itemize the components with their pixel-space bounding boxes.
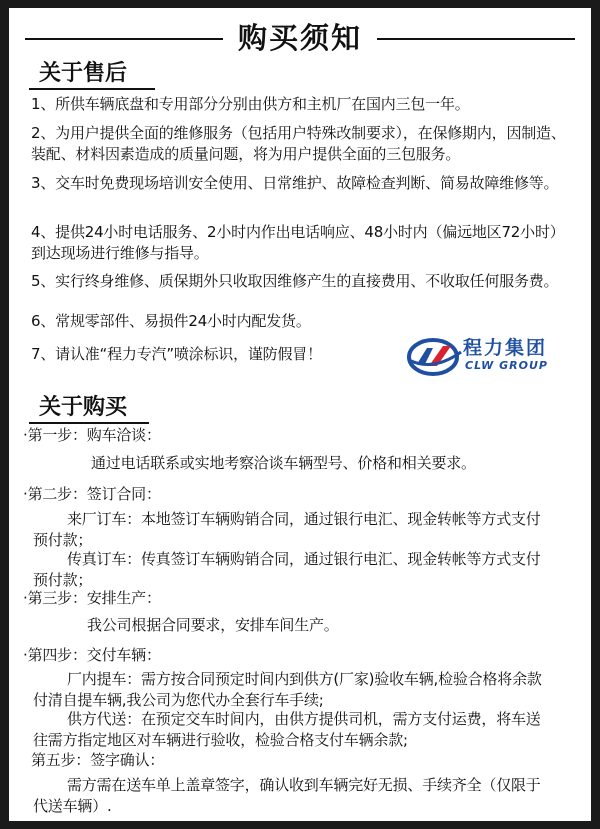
- after-sales-item-5: 5、实行终身维修、质保期外只收取因维修产生的直接费用、不收取任何服务费。: [31, 272, 559, 290]
- after-sales-underline: [29, 88, 155, 90]
- step2-title: ·第二步：签订合同：: [23, 485, 161, 503]
- step4-title: ·第四步：交付车辆：: [23, 646, 161, 664]
- after-sales-item-2: 2、为用户提供全面的维修服务（包括用户特殊改制要求），在保修期内，因制造、装配、材料因素造成的质量问题，将为用户提供全面的三包服务。: [31, 124, 566, 163]
- after-sales-item-6: 6、常规零部件、易损件24小时内配发货。: [31, 312, 311, 330]
- clw-group-logo: [407, 336, 573, 378]
- after-sales-heading: 关于售后: [39, 61, 128, 86]
- step5-text: 需方需在送车单上盖章签字，确认收到车辆完好无损、手续齐全（仅限于代送车辆）.: [33, 776, 541, 815]
- page-title: 购买须知: [237, 21, 362, 55]
- purchase-underline: [29, 422, 149, 424]
- after-sales-item-3: 3、交车时免费现场培训安全使用、日常维护、故障检查判断、简易故障维修等。: [31, 174, 559, 192]
- after-sales-item-1: 1、所供车辆底盘和专用部分分别由供方和主机厂在国内三包一年。: [31, 95, 470, 113]
- after-sales-item-4: 4、提供24小时电话服务、2小时内作出电话响应、48小时内（偏远地区72小时）到达现场进行维修与指导。: [31, 223, 565, 262]
- step2-text-b: 传真订车：传真签订车辆购销合同，通过银行电汇、现金转帐等方式支付预付款；: [33, 550, 541, 589]
- step1-title: ·第一步：购车洽谈：: [23, 426, 161, 444]
- step3-text: 我公司根据合同要求，安排车间生产。: [87, 616, 339, 634]
- title-rule-right: [377, 38, 575, 40]
- purchase-notice-page: [9, 8, 591, 821]
- title-row: [9, 18, 591, 58]
- step1-text: 通过电话联系或实地考察洽谈车辆型号、价格和相关要求。: [91, 454, 476, 472]
- step3-title: ·第三步：安排生产：: [23, 589, 161, 607]
- step2-text-a: 来厂订车：本地签订车辆购销合同，通过银行电汇、现金转帐等方式支付预付款；: [33, 510, 541, 549]
- clw-logo-icon: [407, 336, 463, 378]
- purchase-heading: 关于购买: [39, 395, 128, 420]
- logo-name-cn: 程力集团: [463, 337, 548, 359]
- step5-title: 第五步：签字确认：: [31, 751, 165, 769]
- step4-text-b: 供方代送：在预定交车时间内，由供方提供司机，需方支付运费，将车送往需方指定地区对车辆进行验收，检验合格支付车辆余款;: [33, 710, 541, 749]
- after-sales-item-7: 7、请认准“程力专汽”喷涂标识，谨防假冒！: [31, 345, 322, 363]
- logo-name-en: CLW GROUP: [465, 359, 548, 372]
- title-rule-left: [25, 38, 223, 40]
- step4-text-a: 厂内提车：需方按合同预定时间内到供方(厂家)验收车辆,检验合格将余款付清自提车辆,我公司为您代办全套行车手续;: [33, 670, 542, 709]
